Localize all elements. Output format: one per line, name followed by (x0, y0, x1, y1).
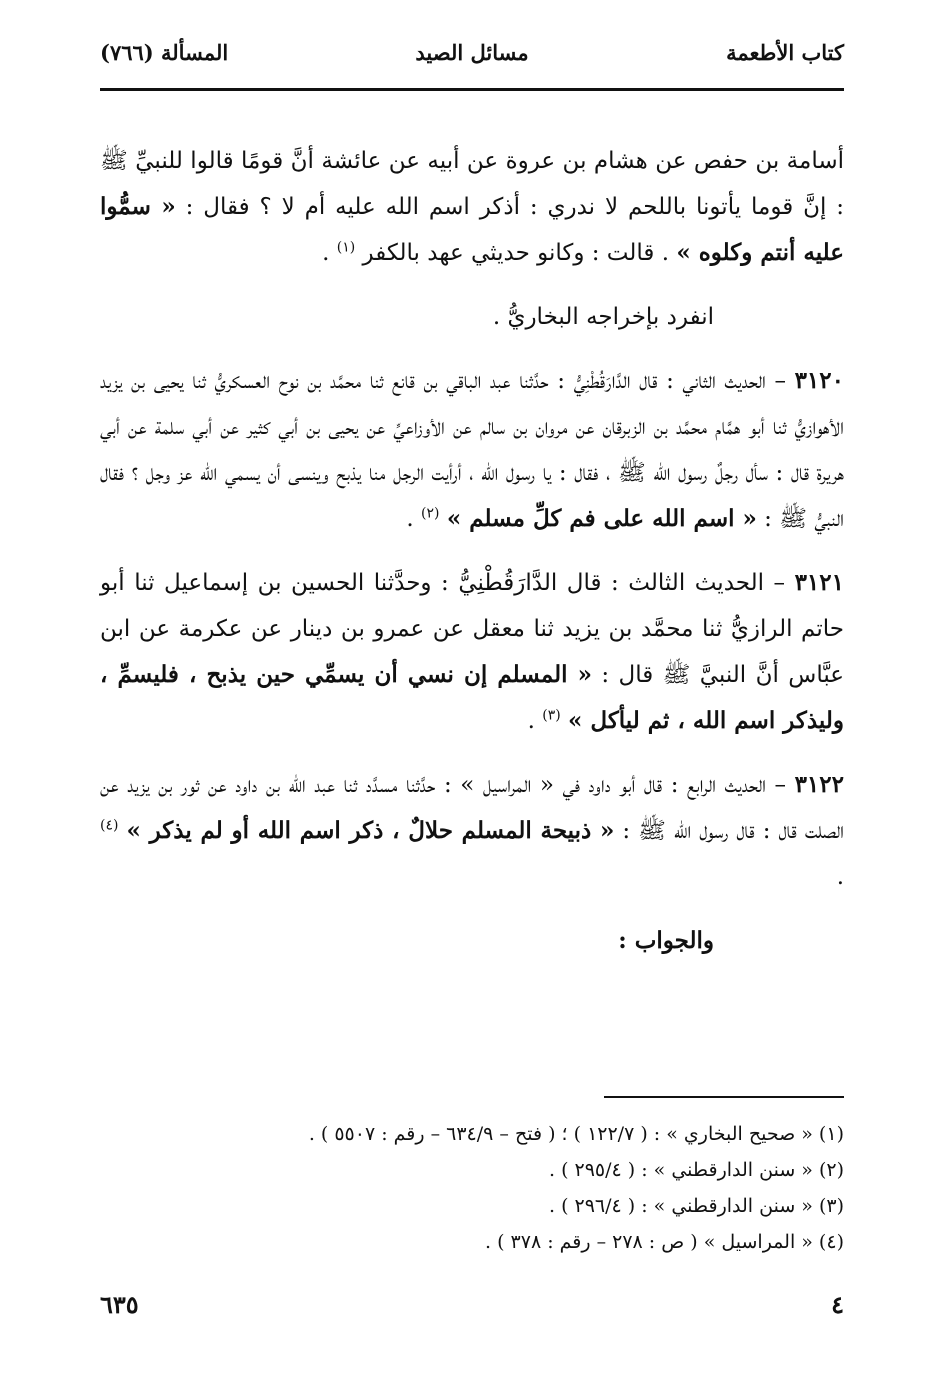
footnote-2: (٢) « سنن الدارقطني » : ( ٢٩٥/٤ ) . (548, 1159, 844, 1181)
prophetic-quote: « ذبيحة المسلم حلالٌ ، ذكر اسم الله أو لم يذكر » (126, 817, 615, 844)
footnote-ref-3: (٣) (542, 707, 561, 724)
footnote-3: (٣) « سنن الدارقطني » : ( ٢٩٦/٤ ) . (548, 1195, 844, 1217)
header-book-title: كتاب الأطعمة (726, 40, 844, 65)
footnote-4: (٤) « المراسيل » ( ص : ٢٧٨ – رقم : ٣٧٨ ) . (485, 1231, 844, 1253)
prophetic-quote: « سمُّوا عليه أنتم وكلوه » (100, 193, 844, 266)
hadith-number: ٣١٢٠ (794, 367, 844, 394)
header-divider (100, 88, 844, 91)
page-number: ٦٣٥ (100, 1290, 139, 1319)
hadith-3121: ٣١٢١ – الحديث الثالث : قال الدَّارَقُطْنِيُّ : وحدَّثنا الحسين بن إسماعيل ثنا أبو حاتم الرازيُّ ثنا محمَّد بن يزيد ثنا معقل عن عمرو بن دينار عن عكرمة عن ابن عبَّاس أنَّ النبيَّ ﷺ قال : « المسلم إن نسي أن يسمِّي حين يذبح ، فليسمِّ ، وليذكر اسم الله ، ثم ليأكل » $^{(٣)}$ . (100, 569, 844, 734)
prophetic-quote: « المسلم إن نسي أن يسمِّي حين يذبح ، فليسمِّ ، وليذكر اسم الله ، ثم ليأكل » (100, 661, 844, 734)
volume-number: ٤ (831, 1290, 844, 1319)
footnote-1: (١) « صحيح البخاري » : ( ١٢٢/٧ ) ؛ ( فتح – ٦٣٤/٩ – رقم : ٥٥٠٧ ) . (308, 1123, 844, 1145)
header-issue-number: المسألة (٧٦٦) (100, 40, 229, 65)
running-header (100, 40, 844, 80)
answer-heading: والجواب : (618, 927, 714, 954)
header-chapter-title: مسائل الصيد (415, 40, 529, 65)
footnote-ref-4: (٤) (100, 817, 119, 834)
footnote-ref-2: (٢) (421, 505, 440, 522)
hadith-3120: ٣١٢٠ – الحديث الثاني : قال الدَّارَقُطْنِيُّ : حدَّثنا عبد الباقي بن قانع ثنا محمَّد بن نوح العسكريُّ ثنا يحيى بن يزيد الأهوازيُّ ثنا أبو همَّام محمَّد بن الزبرقان عن مروان بن سالم عن الأوزاعيِّ عن يحيى بن أبي كثير عن أبي سلمة عن أبي هريرة قال : سأل رجلٌ رسول الله ﷺ ، فقال : يا رسول الله ، أرأيت الرجل منا يذبح وينسى أن يسمي الله عز وجل ؟ فقال النبيُّ ﷺ : « اسم الله على فم كلِّ مسلم » $^{(٢)}$ . (100, 367, 844, 532)
main-text (100, 138, 844, 982)
footnotes (100, 1116, 844, 1260)
hadith-3122: ٣١٢٢ – الحديث الرابع : قال أبو داود في « المراسيل » : حدَّثنا مسدَّد ثنا عبد الله بن داود عن ثور بن يزيد عن الصلت قال : قال رسول الله ﷺ : « ذبيحة المسلم حلالٌ ، ذكر اسم الله أو لم يذكر » $^{(٤)}$ . (100, 771, 845, 890)
paragraph-aisha-narration: أسامة بن حفص عن هشام بن عروة عن أبيه عن عائشة أنَّ قومًا قالوا للنبيِّ ﷺ : إنَّ قوما يأتونا باللحم لا ندري : أذكر اسم الله عليه أم لا ؟ فقال : « سمُّوا عليه أنتم وكلوه » . قالت : وكانو حديثي عهد بالكفر $^{(١)}$ . (100, 148, 844, 266)
footnote-ref-1: (١) (336, 239, 356, 256)
hadith-number: ٣١٢٢ (794, 771, 844, 798)
hadith-number: ٣١٢١ (794, 569, 844, 596)
page-footer (100, 1290, 844, 1326)
footnote-divider (604, 1096, 844, 1098)
paragraph-bukhari-note: انفرد بإخراجه البخاريُّ . (492, 304, 714, 330)
prophetic-quote: « اسم الله على فم كلِّ مسلم » (446, 505, 757, 532)
